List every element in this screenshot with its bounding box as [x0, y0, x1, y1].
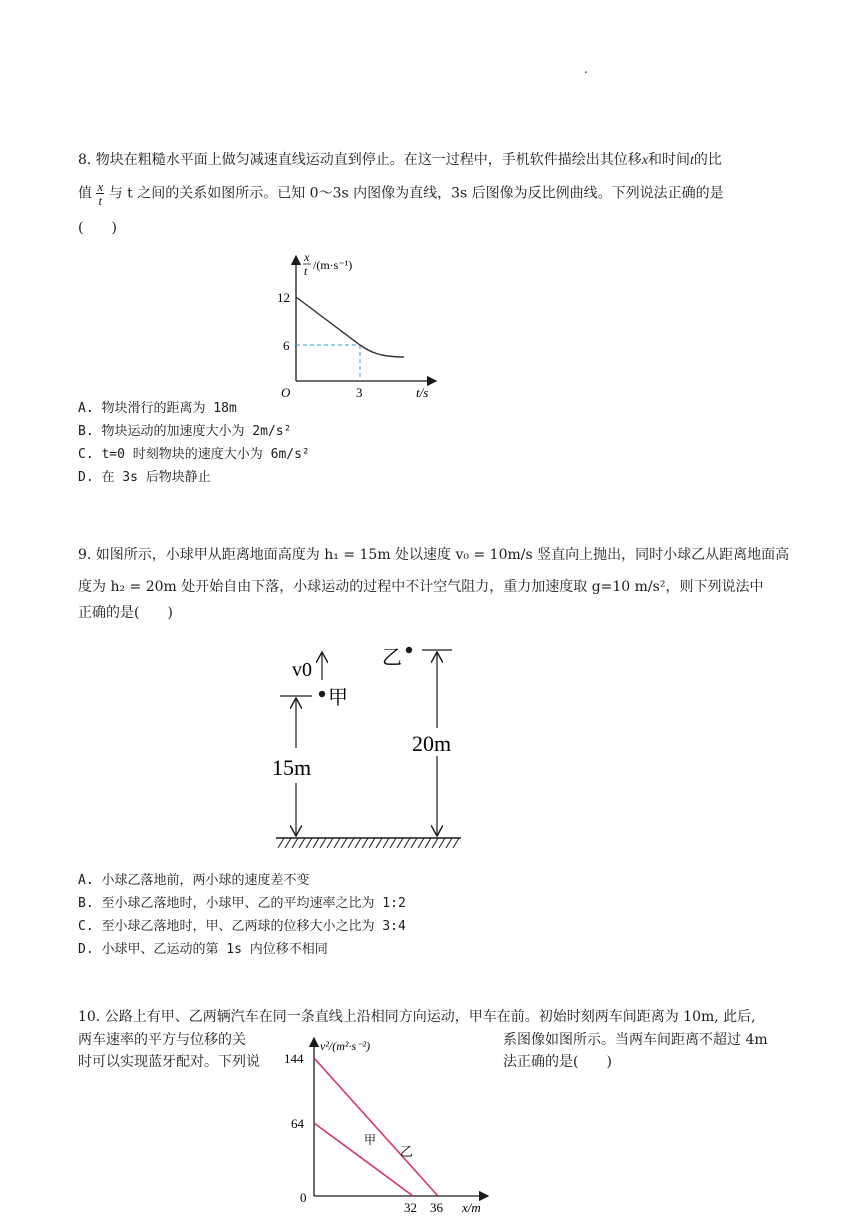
q10-line3a: 时可以实现蓝牙配对。下列说 — [78, 1054, 260, 1070]
q10-line3b: 法正确的是( ) — [503, 1054, 612, 1070]
q10-line2b: 系图像如图所示。当两车间距离不超过 4m — [503, 1032, 768, 1048]
q10-line2a: 两车速率的平方与位移的关 — [78, 1032, 246, 1048]
q9-ball-yi — [406, 647, 412, 653]
q8-line1-mid: 和时间 — [648, 152, 691, 168]
q9-line2: 度为 h₂ = 20m 处开始自由下落，小球运动的过程中不计空气阻力，重力加速度取 g=10 m/s²，则下列说法中 — [78, 579, 764, 595]
q9-jia-label: 甲 — [328, 687, 348, 709]
q8-line2-end: 与 t 之间的关系如图所示。已知 0～3s 内图像为直线，3s 后图像为反比例曲线。下列说法正确的是 — [108, 185, 724, 202]
q8-option-b: B. 物块运动的加速度大小为 2m/s² — [78, 424, 292, 439]
q8-line1-text: 8. 物块在粗糙水平面上做匀减速直线运动直到停止。在这一过程中，手机软件描绘出其位移 — [78, 152, 642, 168]
q8-xlabel: t/s — [416, 385, 429, 400]
q8-tick-12: 12 — [277, 290, 290, 305]
top-mark: . — [584, 62, 588, 76]
q8-line1 — [78, 150, 722, 171]
q10-tick-144: 144 — [284, 1051, 304, 1066]
q9-option-c: C. 至小球乙落地时，甲、乙两球的位移大小之比为 3:4 — [78, 919, 406, 934]
q10-series-yi-label: 乙 — [400, 1144, 414, 1159]
q10-line1: 10. 公路上有甲、乙两辆汽车在同一条直线上沿相同方向运动，甲车在前。初始时刻两车间距离为 10m, 此后, — [78, 1009, 756, 1025]
q9-option-d: D. 小球甲、乙运动的第 1s 内位移不相同 — [78, 942, 328, 957]
q9-option-b: B. 至小球乙落地时，小球甲、乙的平均速率之比为 1:2 — [78, 896, 406, 911]
q8-tick-3: 3 — [356, 385, 363, 400]
q8-var-x: x — [641, 153, 649, 168]
q9-ball-jia — [319, 691, 325, 697]
q8-ylabel-num: x — [304, 250, 310, 264]
q8-line1-end: 的比 — [693, 152, 722, 168]
q8-graph — [268, 248, 448, 403]
q8-bracket: ( ) — [78, 220, 117, 236]
q8-frac-den: t — [98, 193, 103, 208]
q10-tick-64: 64 — [291, 1116, 304, 1131]
q10-ylabel: v²/(m²·s⁻²) — [320, 1039, 371, 1053]
q8-line2 — [78, 180, 724, 207]
q8-tick-6: 6 — [283, 338, 290, 353]
q10-tick-32: 32 — [404, 1200, 417, 1215]
q9-yi-label: 乙 — [382, 647, 402, 669]
q8-frac-num: x — [97, 179, 104, 194]
q8-fraction — [96, 180, 104, 207]
q8-option-a: A. 物块滑行的距离为 18m — [78, 401, 237, 416]
q9-ground-hatch — [278, 838, 459, 848]
q8-var-t: t — [690, 153, 694, 168]
q8-curve — [296, 297, 404, 357]
q8-option-c: C. t=0 时刻物块的速度大小为 6m/s² — [78, 447, 310, 462]
q9-figure — [268, 638, 468, 853]
q9-option-a: A. 小球乙落地前，两小球的速度差不变 — [78, 873, 310, 888]
q10-series-jia-label: 甲 — [364, 1133, 377, 1147]
q8-origin: O — [281, 385, 291, 400]
q8-ylabel-unit: /(m·s⁻¹) — [313, 258, 353, 272]
q8-ylabel-den: t — [304, 264, 308, 278]
q9-line1: 9. 如图所示，小球甲从距离地面高度为 h₁ = 15m 处以速度 v₀ = 10m/s 竖直向上抛出，同时小球乙从距离地面高 — [78, 547, 790, 563]
q9-line3: 正确的是( ) — [78, 605, 173, 621]
q10-line-yi — [314, 1058, 438, 1196]
q9-h2-label: 20m — [412, 731, 452, 756]
q10-tick-36: 36 — [430, 1200, 443, 1215]
q8-option-d: D. 在 3s 后物块静止 — [78, 470, 211, 485]
q10-origin: 0 — [300, 1190, 307, 1205]
q10-xlabel: x/m — [462, 1200, 481, 1215]
q9-h1-label: 15m — [272, 755, 312, 780]
q8-line2-start: 值 — [78, 185, 92, 202]
q10-graph — [280, 1032, 500, 1216]
q9-v0-label: v0 — [292, 659, 312, 681]
